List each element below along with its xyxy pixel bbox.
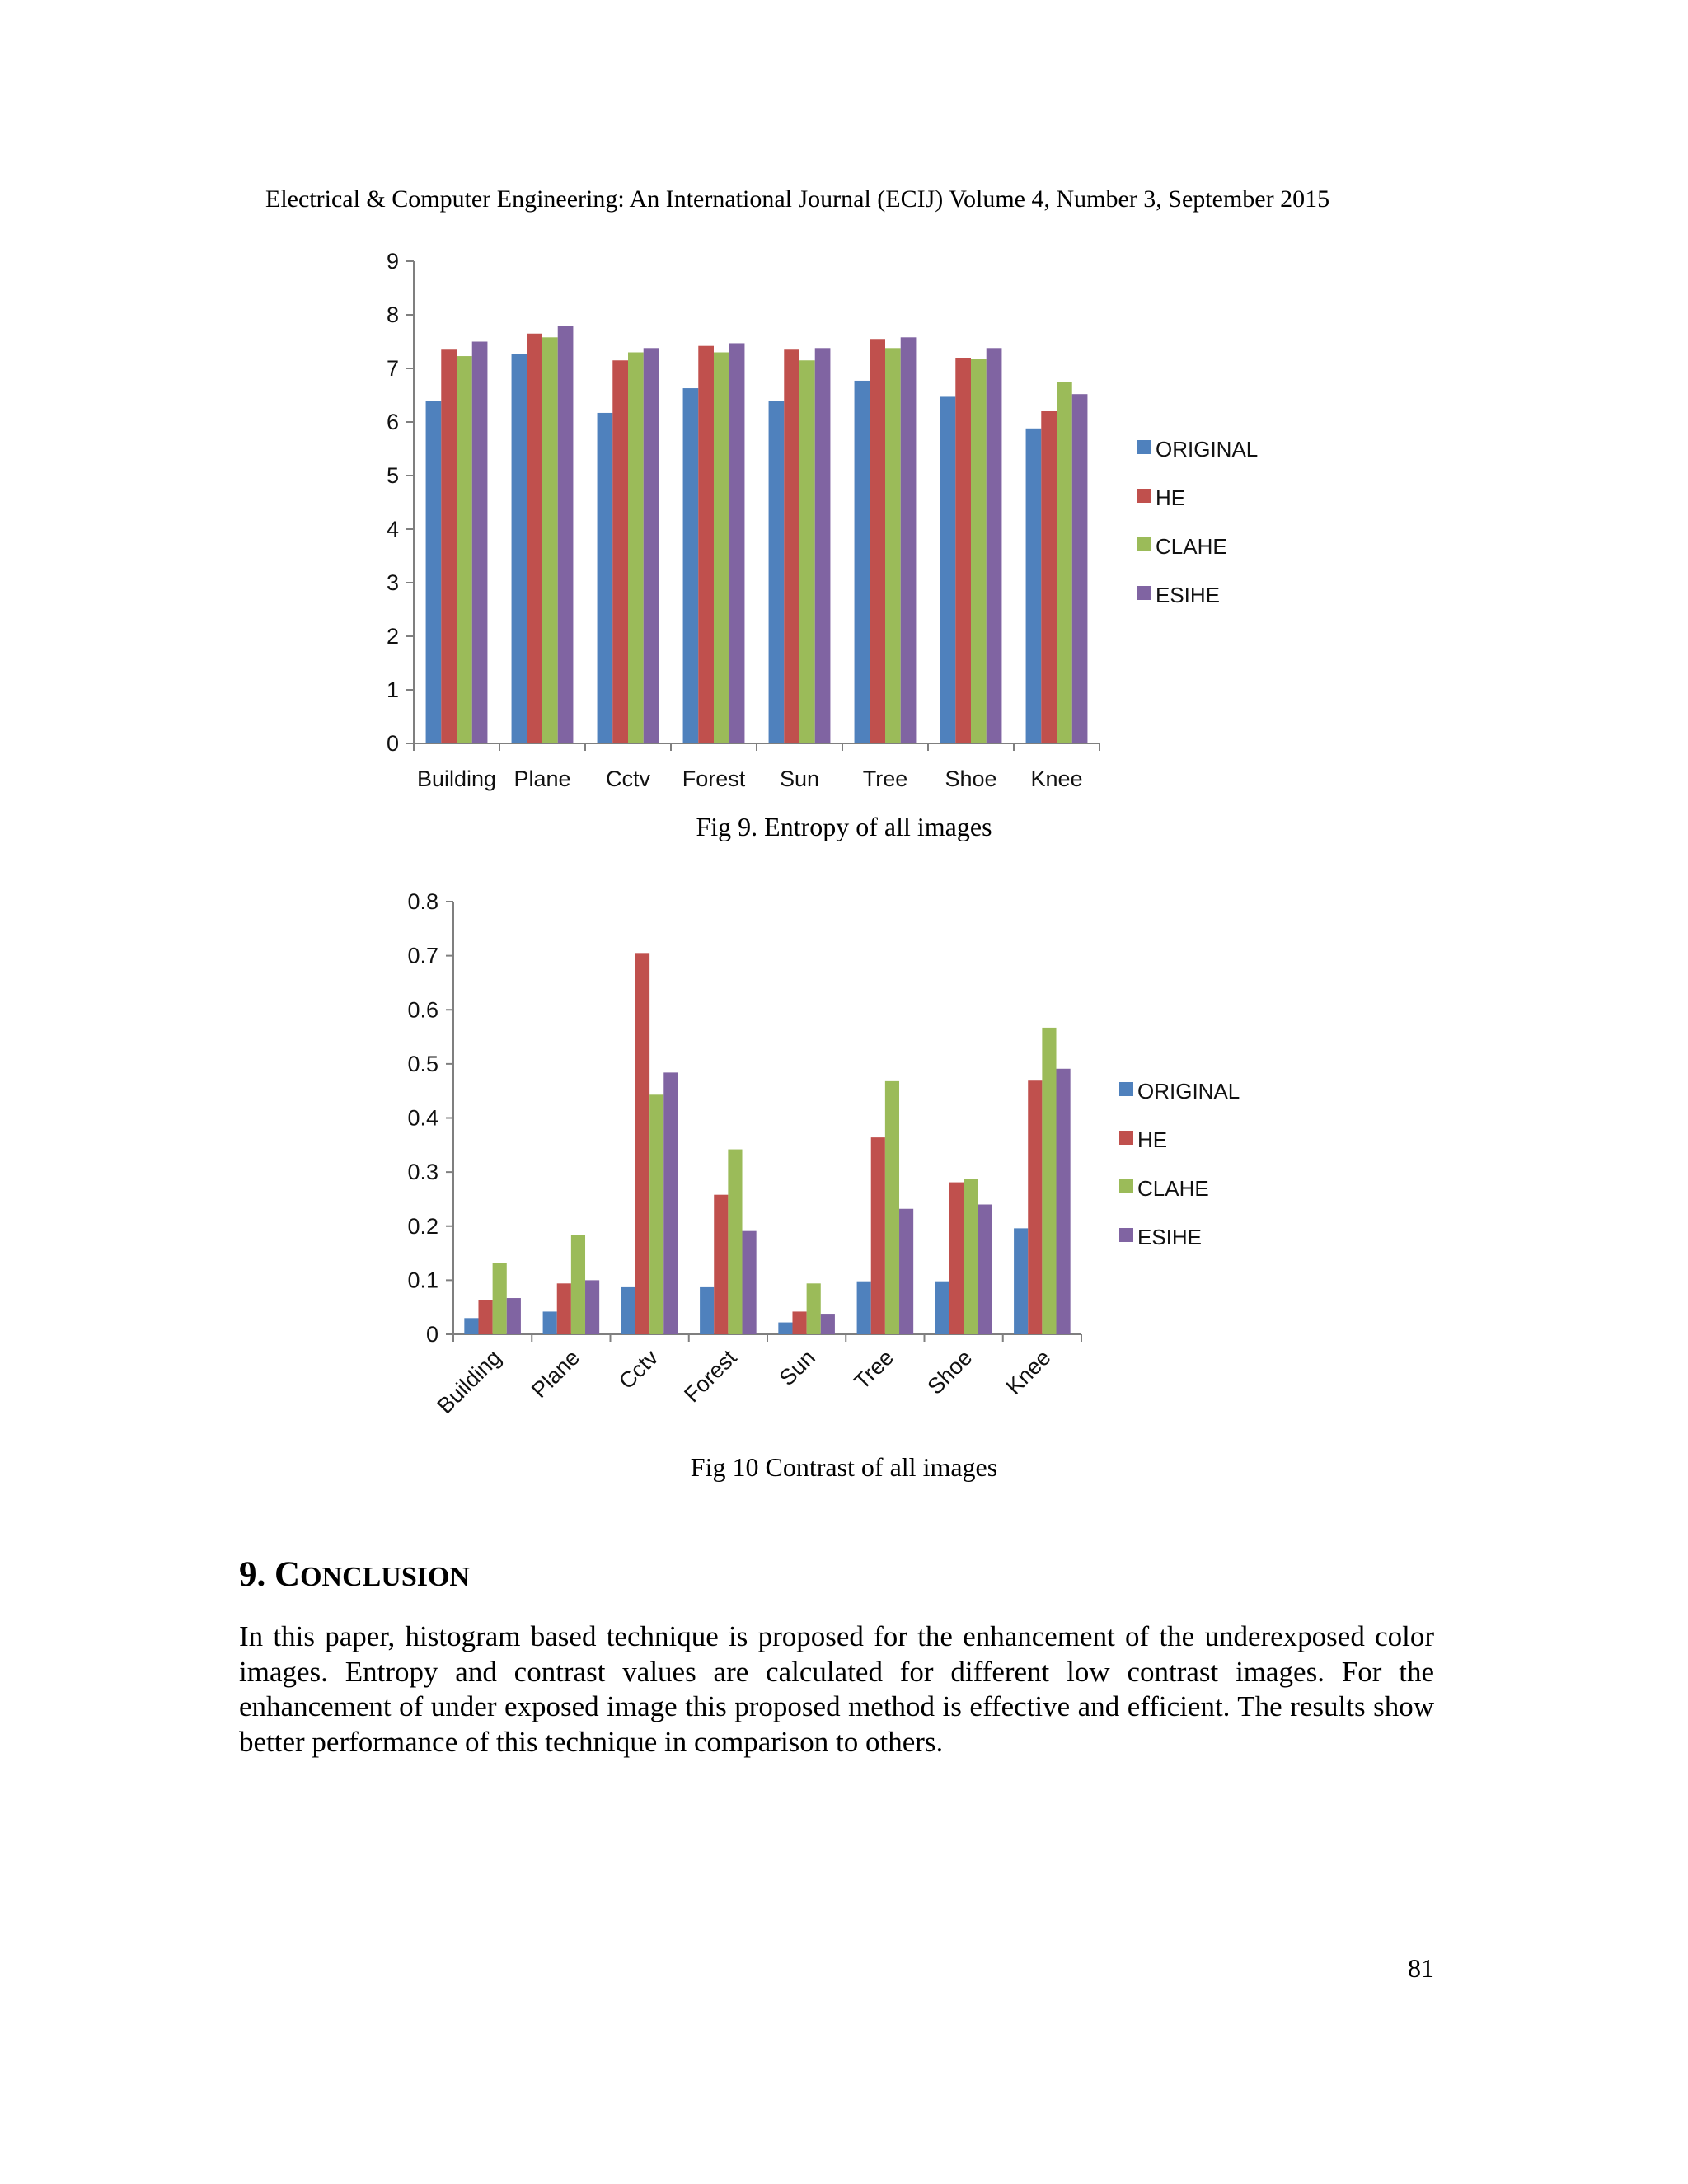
x-tick-label: Building	[416, 766, 497, 791]
y-tick-label: 1	[386, 677, 399, 702]
y-tick-label: 0	[386, 731, 399, 756]
x-tick-label: Building	[432, 1345, 506, 1419]
bar-he-knee	[1028, 1080, 1042, 1334]
bar-original-tree	[857, 1282, 871, 1334]
y-tick-label: 0.3	[407, 1160, 438, 1185]
x-tick-label: Sun	[774, 1345, 820, 1391]
bar-esihe-sun	[821, 1314, 835, 1334]
legend-label-clahe: CLAHE	[1137, 1176, 1209, 1201]
y-tick-label: 0.4	[407, 1105, 438, 1131]
bar-clahe-knee	[1042, 1028, 1056, 1334]
bar-he-tree	[871, 1137, 885, 1334]
y-tick-label: 0.8	[407, 889, 438, 914]
bar-clahe-plane	[571, 1235, 585, 1334]
y-tick-label: 4	[386, 517, 399, 541]
legend-label-he: HE	[1156, 485, 1186, 510]
y-tick-label: 8	[386, 302, 399, 327]
x-tick-label: Sun	[779, 766, 820, 791]
bar-esihe-knee	[1057, 1069, 1071, 1334]
bar-clahe-forest	[728, 1150, 742, 1334]
legend-swatch-original	[1119, 1082, 1133, 1096]
y-tick-label: 9	[386, 249, 399, 274]
bar-original-shoe	[935, 1282, 950, 1334]
bar-esihe-forest	[743, 1231, 757, 1334]
x-tick-label: Knee	[1001, 1345, 1056, 1399]
x-tick-label: Forest	[679, 1345, 742, 1408]
bar-esihe-building	[507, 1298, 521, 1334]
section-number: 9.	[239, 1555, 274, 1594]
x-tick-label: Cctv	[613, 1345, 663, 1394]
x-tick-label: Shoe	[945, 766, 997, 791]
bar-esihe-cctv	[663, 1072, 678, 1334]
x-tick-label: Plane	[527, 1345, 585, 1404]
x-tick-label: Tree	[849, 1345, 899, 1394]
legend-swatch-esihe	[1119, 1228, 1133, 1242]
y-tick-label: 2	[386, 624, 399, 649]
legend-label-original: ORIGINAL	[1137, 1079, 1240, 1104]
x-tick-label: Knee	[1030, 766, 1083, 791]
y-tick-label: 0.6	[407, 997, 438, 1023]
bar-he-building	[478, 1300, 492, 1334]
bar-clahe-tree	[885, 1081, 899, 1334]
legend-label-esihe: ESIHE	[1156, 583, 1221, 607]
x-tick-label: Tree	[862, 766, 908, 791]
section-title-rest: ONCLUSION	[300, 1562, 470, 1592]
bar-esihe-shoe	[978, 1205, 992, 1335]
bar-esihe-tree	[899, 1209, 913, 1334]
bar-original-cctv	[621, 1287, 635, 1334]
legend-label-he: HE	[1137, 1127, 1168, 1152]
y-tick-label: 3	[386, 570, 399, 595]
bar-original-forest	[700, 1287, 714, 1334]
legend-swatch-clahe	[1119, 1179, 1133, 1193]
bar-he-cctv	[635, 953, 649, 1334]
y-tick-label: 0.1	[407, 1268, 438, 1293]
x-tick-label: Cctv	[606, 766, 650, 791]
y-tick-label: 0.2	[407, 1213, 438, 1239]
y-tick-label: 0.5	[407, 1051, 438, 1076]
legend-label-original: ORIGINAL	[1156, 437, 1259, 462]
bar-he-sun	[792, 1311, 806, 1334]
bar-clahe-cctv	[649, 1094, 663, 1334]
x-tick-label: Forest	[682, 766, 746, 791]
y-tick-label: 0	[425, 1322, 438, 1347]
bar-esihe-plane	[585, 1280, 599, 1334]
bar-original-building	[464, 1318, 478, 1334]
fig10-caption: Fig 10 Contrast of all images	[690, 1452, 998, 1482]
legend-label-clahe: CLAHE	[1156, 534, 1227, 559]
section-title-initial: C	[274, 1555, 301, 1594]
bar-clahe-shoe	[964, 1179, 978, 1334]
fig9-caption: Fig 9. Entropy of all images	[696, 812, 992, 841]
bar-clahe-sun	[807, 1283, 821, 1334]
legend-swatch-he	[1119, 1131, 1133, 1145]
y-tick-label: 7	[386, 356, 399, 381]
journal-header: Electrical & Computer Engineering: An International Journal (ECIJ) Volume 4, Number 3, September 2015	[265, 185, 1330, 213]
y-tick-label: 0.7	[407, 943, 438, 968]
x-tick-label: Plane	[513, 766, 571, 791]
y-tick-label: 5	[386, 463, 399, 488]
bar-original-knee	[1014, 1228, 1028, 1334]
y-tick-label: 6	[386, 410, 399, 434]
section-heading-conclusion	[239, 1554, 470, 1595]
bar-he-plane	[557, 1283, 571, 1334]
bar-he-shoe	[950, 1183, 964, 1334]
page-number: 81	[1408, 1953, 1434, 1983]
x-tick-label: Shoe	[922, 1345, 978, 1399]
legend-label-esihe: ESIHE	[1137, 1225, 1203, 1249]
bar-he-forest	[714, 1195, 728, 1334]
bar-clahe-building	[493, 1263, 507, 1334]
bar-original-plane	[543, 1311, 557, 1334]
conclusion-paragraph: In this paper, histogram based technique is proposed for the enhancement of the underexposed color images. Entropy and contrast values are calculated for different low contrast images. For the enhancement of under exposed image this proposed method is effective and efficient. The results show better performance of this technique in comparison to others.	[239, 1620, 1434, 1758]
bar-original-sun	[778, 1323, 792, 1334]
